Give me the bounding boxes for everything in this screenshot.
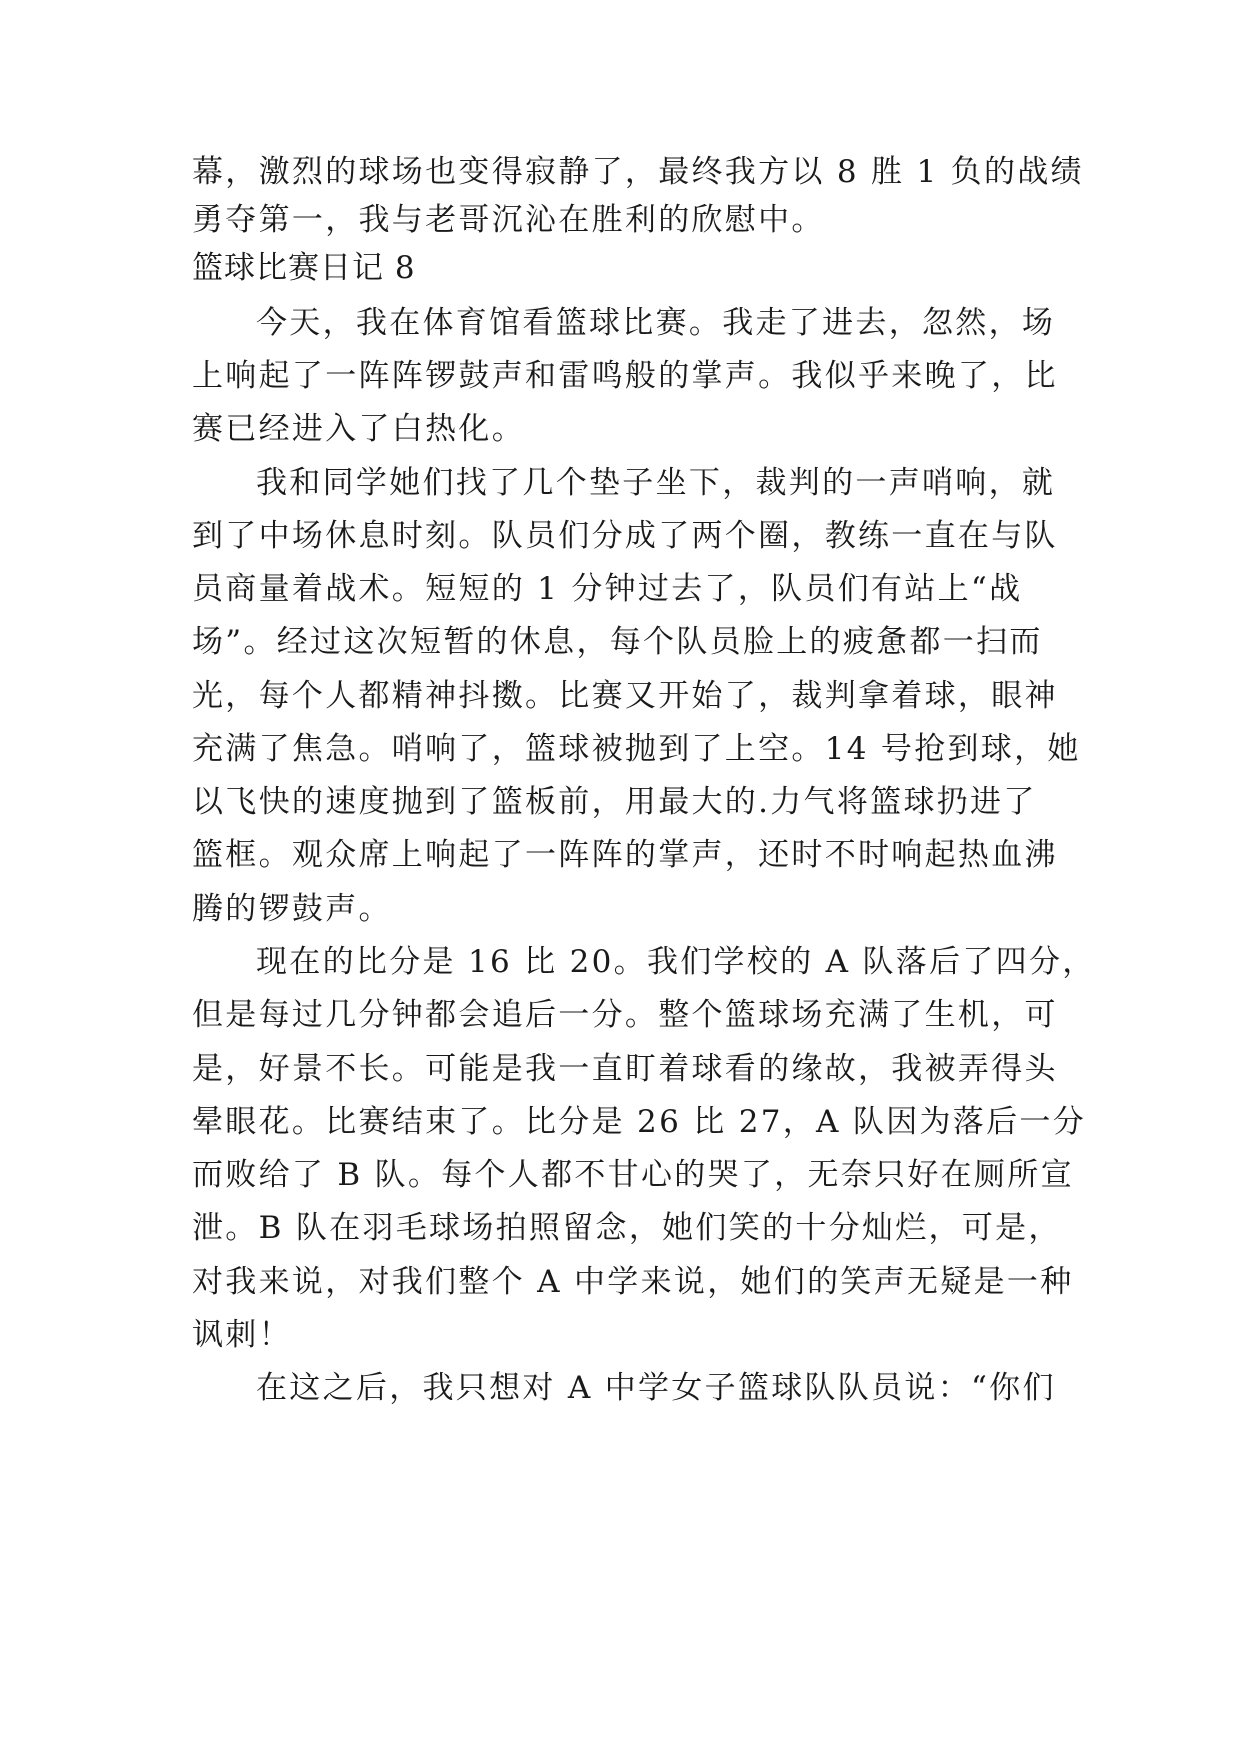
text-line: 幕，激烈的球场也变得寂静了，最终我方以 8 胜 1 负的战绩 xyxy=(192,154,1084,190)
paragraph-start-line: 我和同学她们找了几个垫子坐下，裁判的一声哨响，就 xyxy=(256,465,1056,501)
text-line: 以飞快的速度抛到了篮板前，用最大的.力气将篮球扔进了 xyxy=(192,784,1037,820)
text-line: 晕眼花。比赛结束了。比分是 26 比 27，A 队因为落后一分 xyxy=(192,1104,1086,1140)
paragraph-start-line: 今天，我在体育馆看篮球比赛。我走了进去，忽然，场 xyxy=(256,305,1056,341)
text-line: 而败给了 B 队。每个人都不甘心的哭了，无奈只好在厕所宣 xyxy=(192,1157,1074,1193)
text-line: 光，每个人都精神抖擞。比赛又开始了，裁判拿着球，眼神 xyxy=(192,678,1058,714)
text-line: 但是每过几分钟都会追后一分。整个篮球场充满了生机，可 xyxy=(192,997,1058,1033)
text-line: 到了中场休息时刻。队员们分成了两个圈，教练一直在与队 xyxy=(192,518,1058,554)
text-line: 讽刺！ xyxy=(192,1317,292,1353)
text-line: 泄。B 队在羽毛球场拍照留念，她们笑的十分灿烂，可是， xyxy=(192,1210,1062,1246)
paragraph-start-line: 现在的比分是 16 比 20。我们学校的 A 队落后了四分， xyxy=(256,944,1096,980)
paragraph-start-line: 在这之后，我只想对 A 中学女子篮球队队员说：“你们 xyxy=(256,1370,1056,1406)
text-line: 是，好景不长。可能是我一直盯着球看的缘故，我被弄得头 xyxy=(192,1051,1058,1087)
text-line: 篮框。观众席上响起了一阵阵的掌声，还时不时响起热血沸 xyxy=(192,837,1058,873)
text-line: 赛已经进入了白热化。 xyxy=(192,411,525,447)
text-line: 充满了焦急。哨响了，篮球被抛到了上空。14 号抢到球，她 xyxy=(192,731,1081,767)
text-line: 上响起了一阵阵锣鼓声和雷鸣般的掌声。我似乎来晚了，比 xyxy=(192,358,1058,394)
text-line: 腾的锣鼓声。 xyxy=(192,891,392,927)
section-title: 篮球比赛日记 8 xyxy=(192,250,416,286)
text-line: 勇夺第一，我与老哥沉沁在胜利的欣慰中。 xyxy=(192,202,825,238)
text-line: 对我来说，对我们整个 A 中学来说，她们的笑声无疑是一种 xyxy=(192,1264,1074,1300)
text-line: 员商量着战术。短短的 1 分钟过去了，队员们有站上“战 xyxy=(192,571,1023,607)
text-line: 场”。经过这次短暂的休息，每个队员脸上的疲惫都一扫而 xyxy=(192,624,1043,660)
